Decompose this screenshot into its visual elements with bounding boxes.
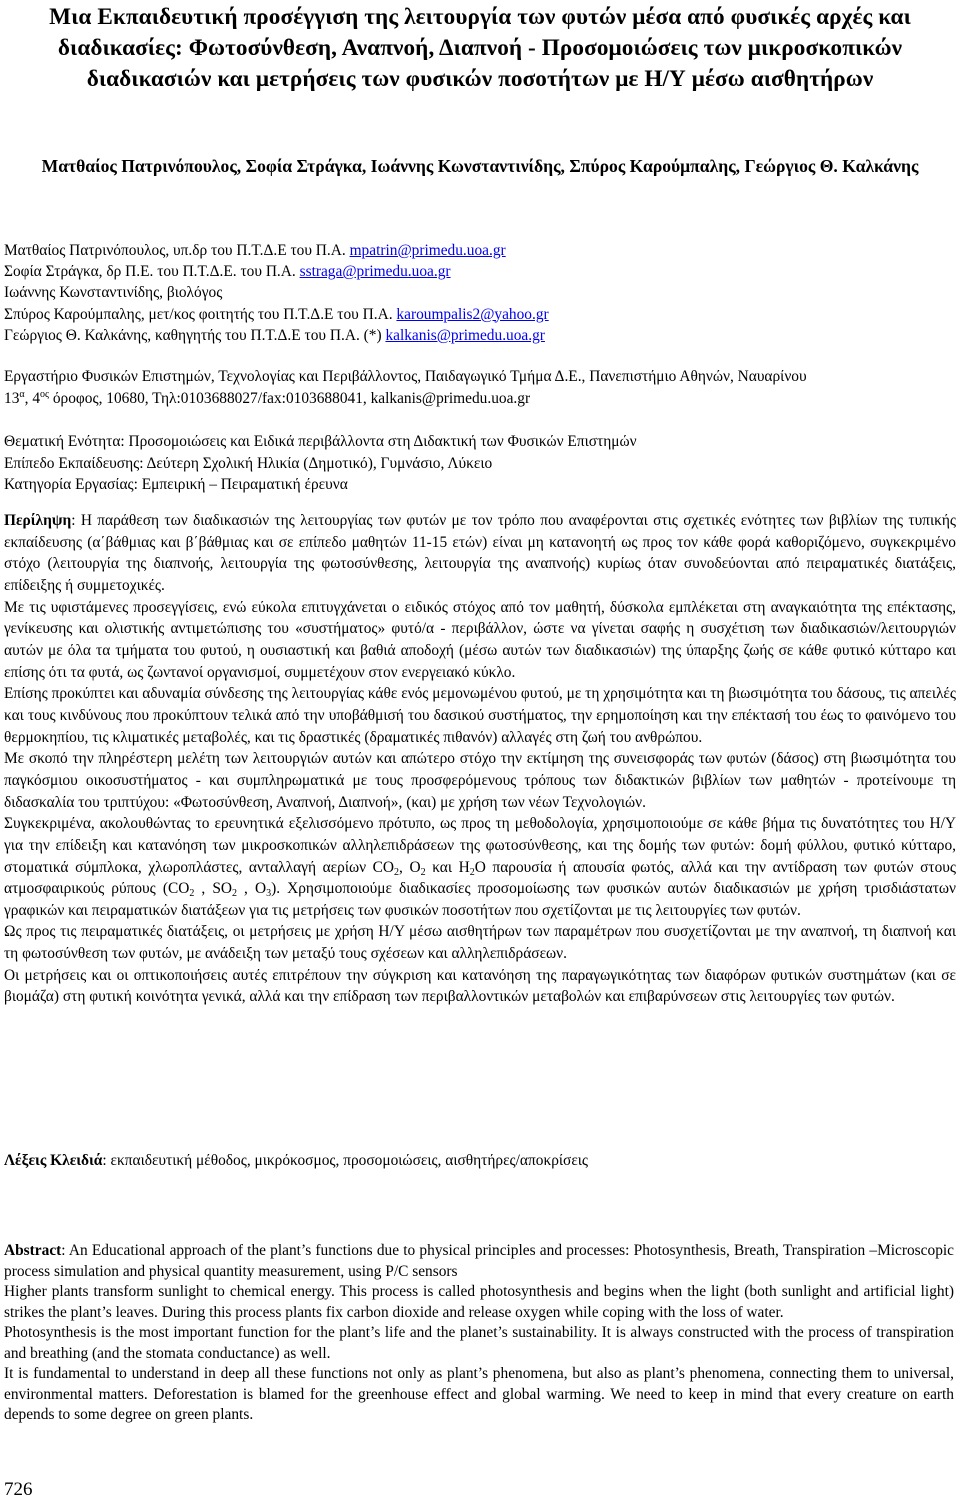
abstract-paragraph: Επίσης προκύπτει και αδυναμία σύνδεσης της λειτουργίας κάθε ενός μεμονωμένου φυτού, με τη χρησιμότητα και τη βιωσιμότητα του δάσους, τις απειλές και τους κινδύνους που προκύπτουν τελικά από την υποβάθμισή του δασικού συστήματος, την ερημοποίηση και την επέκτασή του έως το φαινόμενο του θερμοκηπίου, τις κλιματικές μεταβολές, και τις δραστικές (δραματικές πιθανόν) αλλαγές στη ζωή του ανθρώπου.	[4, 685, 956, 746]
paragraph-text: : An Educational approach of the plant’s functions due to physical principles and processes: Photosynthesis, Breath, Transpiration –Microscopic process simulation and physical quantity measurement, using P/C sensors	[4, 1242, 954, 1280]
greek-abstract	[4, 510, 956, 1008]
lab-address	[4, 366, 954, 409]
subscript: 2	[469, 866, 475, 878]
paper-metadata	[4, 431, 954, 496]
paragraph-text: O παρουσία ή απουσία φωτός, αλλά και την αντίδραση των φυτών στους ατμοσφαιρικούς ρύπους (CO	[4, 858, 956, 898]
paragraph-text: , O	[399, 858, 421, 876]
english-abstract	[4, 1241, 954, 1426]
affiliation-line	[4, 325, 954, 346]
abstract-paragraph: It is fundamental to understand in deep all these functions not only as plant’s phenomena, but also as plant’s phenomena, connecting them to universal, environmental matters. Deforestation is blamed for the greenhouse effect and global warming. We need to keep in mind that every creature on earth depends to some degree on green plants.	[4, 1365, 954, 1423]
subscript: 2	[420, 866, 426, 878]
paragraph-text: Συγκεκριμένα, ακολουθώντας το ερευνητικά εξελισσόμενο πρότυπο, ως προς τη μεθοδολογία, χρησιμοποιούμε σε κάθε βήμα τις δυνατότητες του Η/Υ για την επίδειξη και κατανόηση των μικροσκοπικών αλληλεπιδράσεων της φωτοσύνθεσης, και της δομής των φυτών: δομή φύλλου, φυτικό κύτταρο, στοματικά σύμπλοκα, χλωροπλάστες, ανταλλαγή αερίων CO	[4, 815, 956, 876]
ordinal-suffix: α	[19, 388, 25, 400]
ordinal-suffix: ος	[40, 388, 49, 400]
affiliation-text: Σπύρος Καρούμπαλης, μετ/κος φοιτητής του Π.Τ.Δ.Ε του Π.Α.	[4, 305, 397, 323]
affiliation-text: Γεώργιος Θ. Καλκάνης, καθηγητής του Π.Τ.Δ.Ε του Π.Α. (*)	[4, 326, 386, 344]
paragraph-text: , SO	[194, 880, 232, 898]
email-link[interactable]: sstraga@primedu.uoa.gr	[299, 263, 451, 281]
abstract-paragraph	[4, 510, 956, 597]
abstract-paragraph	[4, 1241, 954, 1282]
paragraph-text: : Η παράθεση των διαδικασιών της λειτουργίας των φυτών με τον τρόπο που αναφέρονται στις σχετικές ενότητες των βιβλίων της τυπικής εκπαίδευσης (α΄βάθμιας και β΄βάθμιας και σε επίπεδο μαθητών 11-15 ετών) είναι μη κατανοητή ως προς τον κάθε φορά καθοριζόμενο, συγκεκριμένο στόχο (λειτουργία της διαπνοής, λειτουργία της φωτοσύνθεσης, λειτουργία της αναπνοής) κυρίως όταν συνοδεύονται από πειραματικές διατάξεις, επίδειξης ή συμμετοχικές.	[4, 512, 956, 594]
keywords-text: : εκπαιδευτική μέθοδος, μικρόκοσμος, προσομοιώσεις, αισθητήρες/αποκρίσεις	[102, 1152, 589, 1169]
affiliation-text: Ιωάννης Κωνσταντινίδης, βιολόγος	[4, 284, 223, 302]
keywords-label: Λέξεις Κλειδιά	[4, 1152, 103, 1169]
abstract-label: Περίληψη	[4, 512, 72, 529]
subscript: 2	[232, 888, 237, 900]
keywords	[4, 1150, 954, 1171]
email-link[interactable]: mpatrin@primedu.uoa.gr	[349, 242, 506, 259]
paragraph-text: , O	[237, 880, 267, 898]
thematic-unit: Θεματική Ενότητα: Προσομοιώσεις και Ειδικά περιβάλλοντα στη Διδακτική των Φυσικών Επιστημών	[4, 433, 637, 450]
subscript: 2	[189, 888, 195, 900]
education-level: Επίπεδο Εκπαίδευσης: Δεύτερη Σχολική Ηλικία (Δημοτικό), Γυμνάσιο, Λύκειο	[4, 454, 493, 472]
abstract-paragraph: Με τις υφιστάμενες προσεγγίσεις, ενώ εύκολα επιτυγχάνεται ο ειδικός στόχος από τον μαθητή, δύσκολα εμπλέκεται στη αναγκαιότητα της επέκτασης, γενίκευσης και ολιστικής αντιμετώπισης του «συστήματος» φυτό/α - περιβάλλον, ώστε να γίνεται σαφής η συσχέτιση των διαδικασιών/λειτουργιών αυτών με όλα τα τμήματα του φυτού, η ουσιαστική και βαθιά αποδοχή (μέσω αυτών των διαδικασιών) της ύπαρξης ζωής σε κάθε φυτικό κύτταρο και επίσης ότι τα φυτά, ως ζωντανοί οργανισμοί, συμμετέχουν στον ενεργειακό κύκλο.	[4, 598, 956, 681]
abstract-label: Abstract	[4, 1242, 62, 1259]
abstract-paragraph: Higher plants transform sunlight to chemical energy. This process is called photosynthesis and begins when the light (both sunlight and artificial light) strikes the plant’s leaves. During this process plants fix carbon dioxide and release oxygen while coping with the loss of water.	[4, 1283, 954, 1321]
affiliation-text: Σοφία Στράγκα, δρ Π.Ε. του Π.Τ.Δ.Ε. του Π.Α.	[4, 263, 300, 281]
subscript: 3	[266, 888, 272, 900]
street-number: 13	[4, 389, 20, 407]
paragraph-text: ). Χρησιμοποιούμε διαδικασίες προσομοίωσης των φυσικών αυτών διαδικασιών με χρήση τρισδιάστατων γραφικών και πειραματικών διατάξεων για τις μετρήσεις των φυσικών ποσοτήτων που σχετίζονται με τις λειτουργίες των φυτών.	[4, 880, 956, 919]
paragraph-text: και H	[425, 858, 470, 876]
email-link[interactable]: karoumpalis2@yahoo.gr	[396, 305, 549, 323]
affiliation-line	[4, 261, 954, 282]
affiliation-line	[4, 282, 954, 303]
email-link[interactable]: kalkanis@primedu.uoa.gr	[385, 326, 545, 344]
abstract-paragraph: Ως προς τις πειραματικές διατάξεις, οι μετρήσεις με χρήση Η/Υ μέσω αισθητήρων των παραμέτρων που συσχετίζονται με την αναπνοή, τη διαπνοή και τη φωτοσύνθεση των φυτών, με ανάδειξη των μεταξύ τους σχέσεων και αλληλεπιδράσεων.	[4, 923, 956, 963]
floor-number: , 4	[24, 389, 41, 407]
affiliation-line	[4, 304, 954, 325]
paper-title: Μια Εκπαιδευτική προσέγγιση της λειτουργία των φυτών μέσα από φυσικές αρχές και διαδικασίες: Φωτοσύνθεση, Αναπνοή, Διαπνοή - Προσομοιώσεις των μικροσκοπικών διαδικασιών και μετρήσεις των φυσικών ποσοτήτων με Η/Υ μέσω αισθητήρων	[49, 4, 911, 92]
abstract-paragraph	[4, 813, 956, 921]
paper-category: Κατηγορία Εργασίας: Εμπειρική – Πειραματική έρευνα	[4, 476, 348, 493]
subscript: 2	[394, 866, 400, 878]
abstract-paragraph: Οι μετρήσεις και οι οπτικοποιήσεις αυτές επιτρέπουν την σύγκριση και κατανόηση της παραγωγικότητας των διαφόρων φυτικών συστημάτων (και σε βιομάζα) στη φυτική κοινότητα γενικά, αλλά και την επίδραση των περιβαλλοντικών μεταβολών και επιβαρύνσεων στις λειτουργίες των φυτών.	[4, 966, 956, 1006]
page-number: 726	[4, 1479, 33, 1500]
abstract-paragraph: Photosynthesis is the most important function for the plant’s life and the planet’s sustainability. It is always constructed with the process of transpiration and breathing (and the stomata conductance) as well.	[4, 1324, 954, 1362]
affiliation-text: Ματθαίος Πατρινόπουλος, υπ.δρ του Π.Τ.Δ.Ε του Π.Α.	[4, 242, 350, 259]
affiliations	[4, 240, 954, 346]
lab-contact: όροφος, 10680, Τηλ:0103688027/fax:0103688041, kalkanis@primedu.uoa.gr	[49, 389, 531, 407]
abstract-paragraph: Με σκοπό την πληρέστερη μελέτη των λειτουργιών αυτών και απώτερο στόχο την εκτίμηση της συνεισφοράς των φυτών (δάσος) στη βιωσιμότητα του παγκόσμιου οικοσυστήματος - και συμπληρωματικά με τους προσφερόμενους τρόπους των διδακτικών βιβλίων των μαθητών - προτείνουμε τη διδασκαλία του τριπτύχου: «Φωτοσύνθεση, Αναπνοή, Διαπνοή», (και) με χρήση των νέων Τεχνολογιών.	[4, 750, 956, 811]
affiliation-line	[4, 240, 954, 261]
author-list: Ματθαίος Πατρινόπουλος, Σοφία Στράγκα, Ιωάννης Κωνσταντινίδης, Σπύρος Καρούμπαλης, Γεώργιος Θ. Καλκάνης	[41, 156, 919, 176]
lab-name: Εργαστήριο Φυσικών Επιστημών, Τεχνολογίας και Περιβάλλοντος, Παιδαγωγικό Τμήμα Δ.Ε., Πανεπιστήμιο Αθηνών, Ναυαρίνου	[4, 368, 807, 385]
